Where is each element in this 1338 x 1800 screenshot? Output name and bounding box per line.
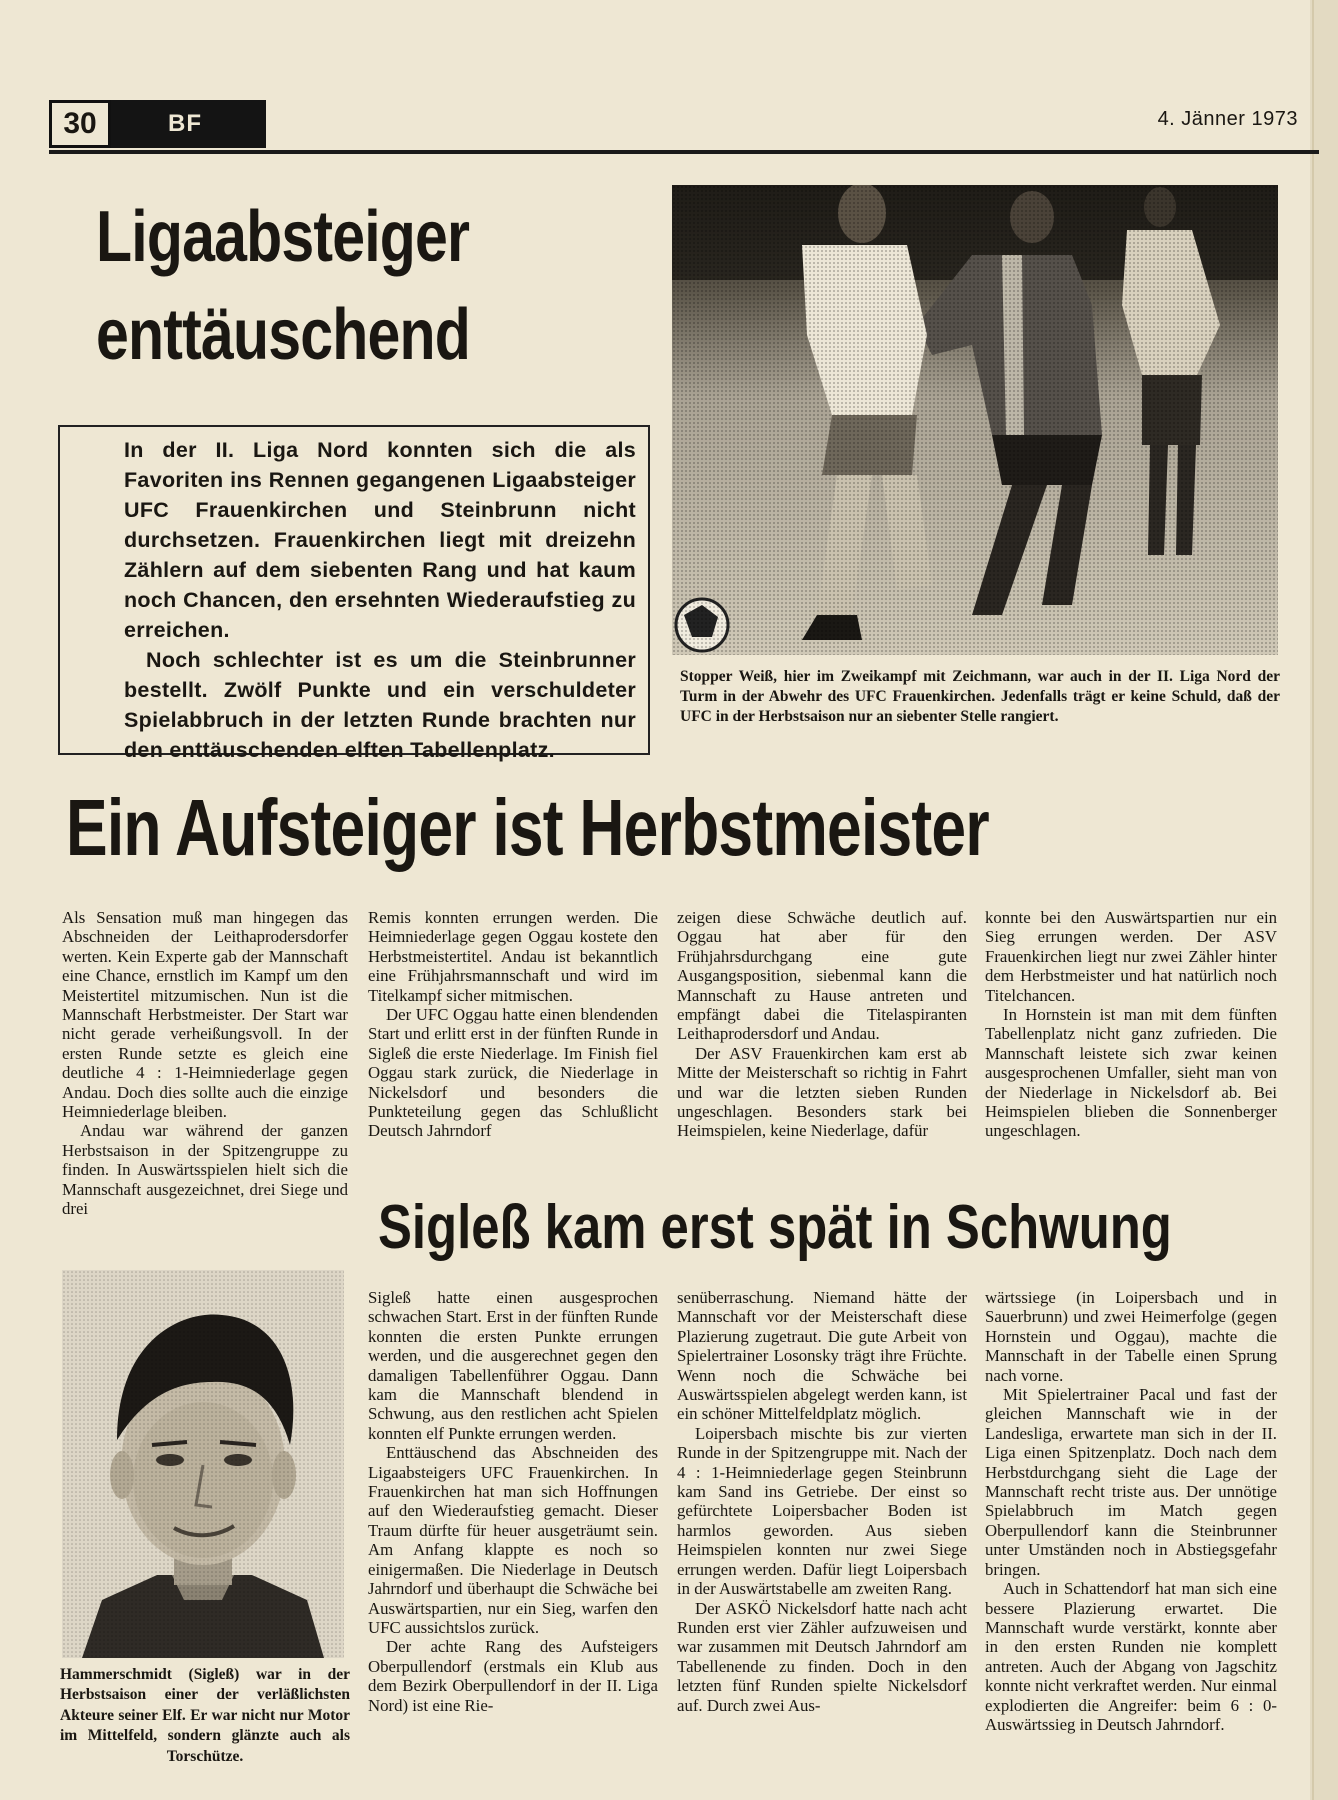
article2-column-4: [985, 908, 1277, 1141]
paragraph: Der ASV Frauenkirchen kam erst ab Mitte der Meisterschaft so richtig in Fahrt und war die letzten sieben Runden ungeschlagen. Besonders stark bei Heimspielen, keine Niederlage, dafür: [677, 1043, 967, 1141]
paragraph: Mit Spielertrainer Pacal und fast der gleichen Mannschaft wie in der Landesliga, erwartete man sich in der II. Liga einen Spitzenplatz. Doch nach dem Herbstdurchgang sieht die Lage der Mannschaft recht triste aus. Der unnötige Spielabbruch im Match gegen Oberpullendorf kann die Steinbrunner unter Umständen noch in Abstiegsgefahr bringen.: [985, 1385, 1277, 1579]
article3-column-4: [985, 1288, 1277, 1734]
intro-box: [58, 425, 650, 762]
section-tag: BF: [108, 100, 266, 148]
paragraph: Als Sensation muß man hingegen das Abschneiden der Leithaprodersdorfer werten. Kein Experte gab der Mannschaft eine Chance, ernstlich im Kampf um den Meistertitel mitzumischen. Nun ist die Mannschaft Herbstmeister. Der Start war nicht gerade verheißungsvoll. In der ersten Runde setzte es gleich eine deutliche 4 : 1-Heimniederlage gegen Andau. Doch dies sollte auch die einzige Heimniederlage bleiben.: [62, 908, 348, 1122]
article3-column-3: [677, 1288, 967, 1715]
intro-paragraph-2: Noch schlechter ist es um die Steinbrunner bestellt. Zwölf Punkte und ein verschuldeter Spielabbruch in der letzten Runde brachten nur den enttäuschenden elften Tabellenplatz.: [124, 648, 636, 762]
paragraph: Der UFC Oggau hatte einen blendenden Start und erlitt erst in der fünften Runde in Sigleß die erste Niederlage. Im Finish fiel Oggau stark zurück, die Niederlage in Nickelsdorf und besonders die Punkteteilung gegen das Schlußlicht Deutsch Jahrndorf: [368, 1005, 658, 1141]
paragraph: In Hornstein ist man mit dem fünften Tabellenplatz nicht ganz zufrieden. Die Mannschaft leistete sich zwar keinen ausgesprochenen Umfaller, sieht man von der Niederlage in Nickelsdorf ab. Bei Heimspielen blieben die Sonnenberger ungeschlagen.: [985, 1005, 1277, 1141]
paragraph: Enttäuschend das Abschneiden des Ligaabsteigers UFC Frauenkirchen. In Frauenkirchen hat man sich Hoffnungen auf den Wiederaufstieg gemacht. Dieser Traum dürfte für heuer ausgeträumt sein. Am Anfang klappte es noch so einigermaßen. Die Niederlage in Deutsch Jahrndorf und überhaupt die Schwäche bei Auswärtspartien, nur ein Sieg, warfen den UFC aussichtslos zurück.: [368, 1443, 658, 1637]
page-number: 30: [49, 100, 111, 148]
paragraph: Sigleß hatte einen ausgesprochen schwachen Start. Erst in der fünften Runde konnten die ersten Punkte errungen werden, und die ausgerechnet gegen den damaligen Tabellenführer Oggau. Dann kam die Mannschaft blendend in Schwung, aus den restlichen acht Spielen konnten elf Punkte errungen werden.: [368, 1288, 658, 1443]
paragraph: Der ASKÖ Nickelsdorf hatte nach acht Runden erst vier Zähler aufzuweisen und war zusammen mit Deutsch Jahrndorf am Tabellenende zu finden. Doch in den letzten fünf Runden spielte Nickelsdorf auf. Durch zwei Aus-: [677, 1598, 967, 1715]
header-rule: [49, 150, 1319, 154]
paragraph: Der achte Rang des Aufsteigers Oberpullendorf (erstmals ein Klub aus dem Bezirk Oberpullendorf in der II. Liga Nord) ist eine Rie-: [368, 1637, 658, 1715]
headline-herbstmeister: Ein Aufsteiger ist Herbstmeister: [66, 783, 989, 872]
intro-paragraph-1: In der II. Liga Nord konnten sich die als Favoriten ins Rennen gegangenen Ligaabsteiger UFC Frauenkirchen und Steinbrunn nicht durchsetzen. Frauenkirchen liegt mit dreizehn Zählern auf dem siebenten Rang und hat kaum noch Chancen, den ersehnten Wiederaufstieg zu erreichen.: [124, 438, 636, 642]
paragraph: Loipersbach mischte bis zur vierten Runde in der Spitzengruppe mit. Nach der 4 : 1-Heimniederlage gegen Steinbrunn kam Sand ins Getriebe. Der einst so gefürchtete Loipersbacher Boden ist harmlos geworden. Aus sieben Heimspielen konnten nur zwei Siege errungen werden. Dafür liegt Loipersbach in der Auswärtstabelle am zweiten Rang.: [677, 1423, 967, 1599]
paragraph: konnte bei den Auswärtspartien nur ein Sieg errungen werden. Der ASV Frauenkirchen liegt nur zwei Zähler hinter dem Herbstmeister und hat natürlich noch Titelchancen.: [985, 908, 1277, 1005]
paragraph: Remis konnten errungen werden. Die Heimniederlage gegen Oggau kostete den Herbstmeistertitel. Andau ist bekanntlich eine Frühjahrsmannschaft und wird im Titelkampf sicher mitmischen.: [368, 908, 658, 1005]
paragraph: wärtssiege (in Loipersbach und in Sauerbrunn) und zwei Heimerfolge (gegen Hornstein und Oggau), machte die Mannschaft in der Tabelle einen Sprung nach vorne.: [985, 1288, 1277, 1385]
portrait-photo: [62, 1270, 344, 1658]
headline-line-1: Ligaabsteiger: [96, 197, 470, 277]
football-match-photo: [672, 185, 1278, 655]
paper-edge: [1310, 0, 1338, 1800]
paragraph: zeigen diese Schwäche deutlich auf. Oggau hat aber für den Frühjahrsdurchgang eine gute Ausgangsposition, siebenmal kann die Mannschaft zu Hause antreten und empfängt dabei die Titelaspiranten Leithaprodersdorf und Andau.: [677, 908, 967, 1044]
issue-date: 4. Jänner 1973: [1157, 108, 1298, 130]
paragraph: senüberraschung. Niemand hätte der Mannschaft vor der Meisterschaft diese Plazierung zugetraut. Die gute Arbeit von Spielertrainer Losonsky trägt ihre Früchte. Wenn noch die Schwäche bei Auswärtsspielen abgelegt werden kann, ist ein schöner Mittelfeldplatz möglich.: [677, 1288, 967, 1424]
match-photo-caption: Stopper Weiß, hier im Zweikampf mit Zeichmann, war auch in der II. Liga Nord der Turm in der Abwehr des UFC Frauenkirchen. Jedenfalls trägt er keine Schuld, daß der UFC in der Herbstsaison nur an siebenter Stelle rangiert.: [680, 668, 1280, 725]
headline-line-2: enttäuschend: [96, 295, 470, 375]
headline-sigless: Sigleß kam erst spät in Schwung: [378, 1193, 1172, 1262]
paragraph: Andau war während der ganzen Herbstsaison in der Spitzengruppe zu finden. In Auswärtsspielen hielt sich die Mannschaft ausgezeichnet, drei Siege und drei: [62, 1121, 348, 1219]
headline-ligaabsteiger: [96, 188, 555, 384]
paper-edge-line: [1312, 0, 1314, 1800]
paragraph: Auch in Schattendorf hat man sich eine bessere Plazierung erwartet. Die Mannschaft wurde verstärkt, konnte aber in den ersten Runden nie komplett antreten. Auch der Abgang von Jagschitz konnte nicht verkraftet werden. Nur einmal explodierten die Angreifer: beim 6 : 0-Auswärtssieg in Deutsch Jahrndorf.: [985, 1579, 1277, 1734]
article2-column-1: [62, 908, 348, 1219]
article3-column-2: [368, 1288, 658, 1715]
portrait-caption: Hammerschmidt (Sigleß) war in der Herbstsaison einer der verläßlichsten Akteure seiner Elf. Er war nicht nur Motor im Mittelfeld, sondern glänzte auch als Torschütze.: [60, 1666, 350, 1765]
article2-column-3: [677, 908, 967, 1141]
article2-column-2: [368, 908, 658, 1141]
